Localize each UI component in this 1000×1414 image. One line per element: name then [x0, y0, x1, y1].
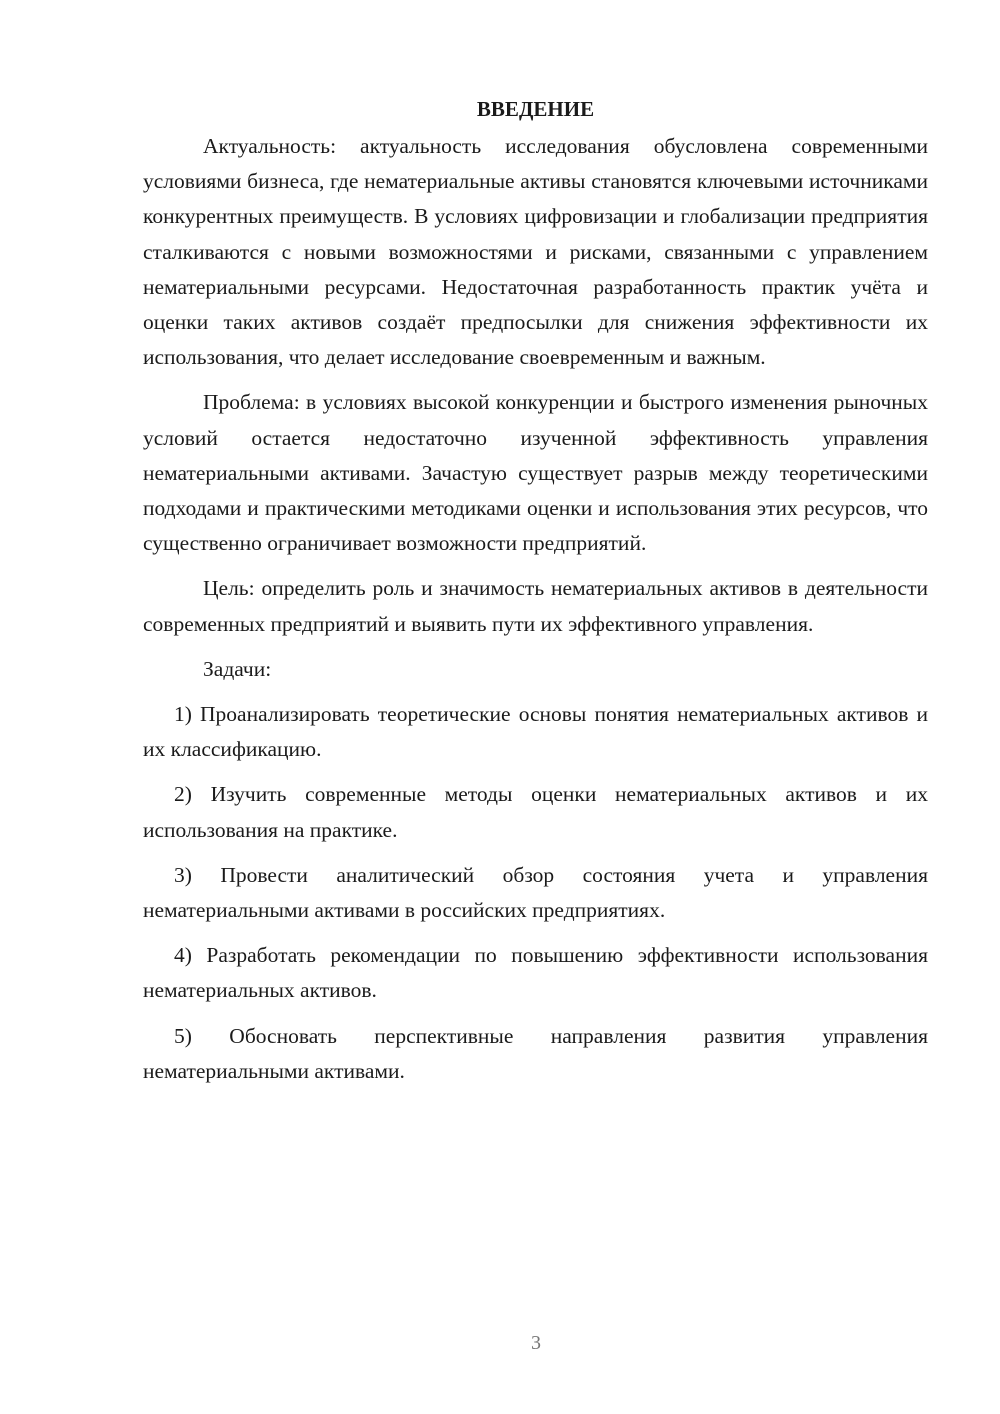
list-item: 2) Изучить современные методы оценки нематериальных активов и их использования на практике. [143, 782, 928, 842]
list-item: 4) Разработать рекомендации по повышению эффективности использования нематериальных активов. [143, 943, 928, 1003]
paragraph-tasks-heading: Задачи: [203, 656, 272, 681]
list-item: 3) Провести аналитический обзор состояния учета и управления нематериальными активами в российских предприятиях. [143, 862, 928, 923]
page-number: 3 [531, 1332, 541, 1354]
document-page [143, 92, 928, 1089]
list-item: 1) Проанализировать теоретические основы понятия нематериальных активов и их классификацию. [143, 702, 928, 762]
paragraph-goal: Цель: определить роль и значимость нематериальных активов в деятельности современных предприятий и выявить пути их эффективного управления. [143, 576, 928, 636]
list-item: 5) Обосновать перспективные направления развития управления нематериальными активами. [143, 1023, 928, 1083]
paragraph-problem: Проблема: в условиях высокой конкуренции и быстрого изменения рыночных условий остается недостаточно изученной эффективность управления нематериальными активами. Зачастую существует разрыв между теоретическими подходами и практическими методиками оценки и использования этих ресурсов, что существенно ограничивает возможности предприятий. [143, 390, 928, 556]
page-title: ВВЕДЕНИЕ [476, 97, 595, 121]
paragraph-relevance: Актуальность: актуальность исследования обусловлена современными условиями бизнеса, где нематериальные активы становятся ключевыми источниками конкурентных преимуществ. В условиях цифровизации и глобализации предприятия сталкиваются с новыми возможностями и рисками, связанными с управлением нематериальными ресурсами. Недостаточная разработанность практик учёта и оценки таких активов создаёт предпосылки для снижения эффективности их использования, что делает исследование своевременным и важным. [143, 134, 928, 370]
